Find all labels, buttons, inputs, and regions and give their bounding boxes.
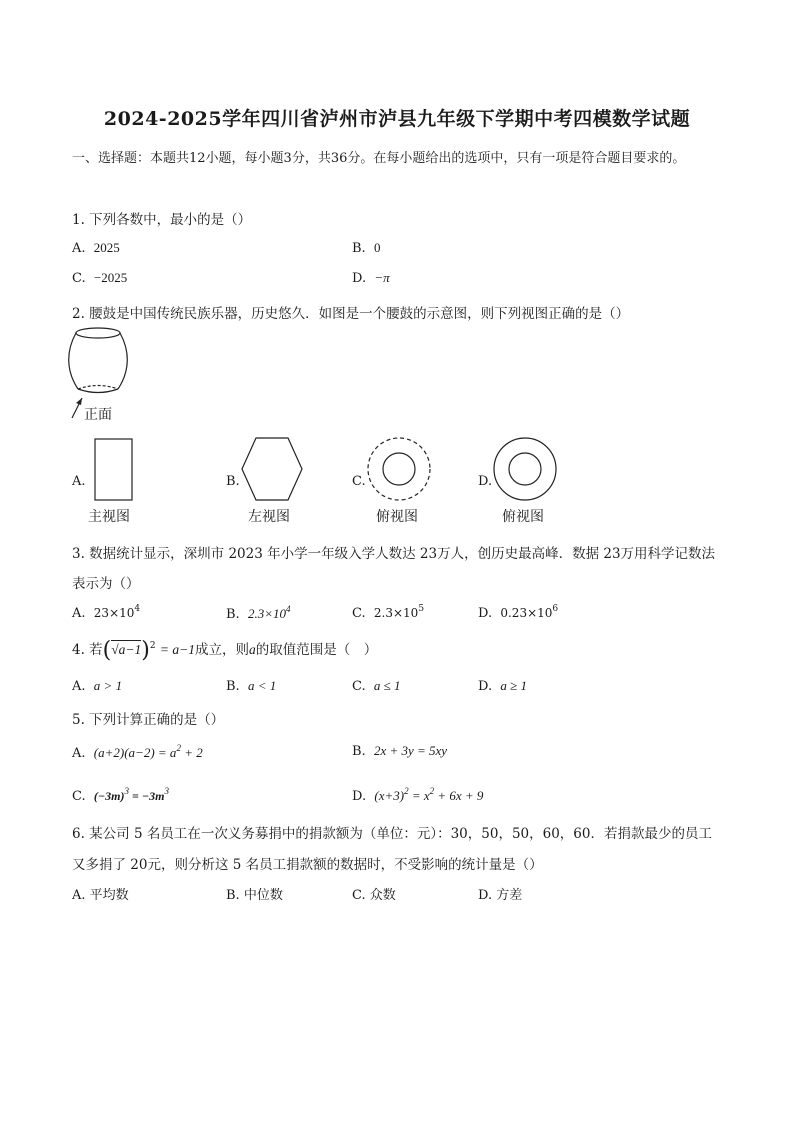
question-1-stem: 1. 下列各数中，最小的是（） [72,212,252,228]
q6-option-c [352,884,396,903]
q2-option-d-label: D. [478,474,493,489]
q4-radical: √a−1 [111,642,142,657]
q4-option-c [352,678,401,694]
question-4-stem: 4. 若$(√a-1)^2 = a-1$成立，则a的取值范围是（ ） [72,638,378,663]
q2-option-c-caption: 俯视图 [376,509,418,525]
option-text: 方差 [496,888,523,903]
page-title: 2024-2025学年四川省泸州市泸县九年级下学期中考四模数学试题 [103,108,691,130]
option-exponent: 3 [124,786,129,796]
option-tail: = −3m [129,789,165,803]
option-label: A. [72,746,86,761]
option-label: B. [226,888,240,903]
section-heading: 一、选择题：本题共12小题，每小题3分，共36分。在每小题给出的选项中，只有一项是符合题目要求的。 [72,151,686,166]
q4-option-a [72,678,122,694]
option-text: −2025 [93,270,128,285]
option-exponent-2: 2 [429,786,435,796]
option-label: C. [352,679,366,694]
q1-option-c [72,270,127,286]
q5-option-a [72,743,203,761]
q1-option-b [352,240,380,256]
option-label: C. [352,888,366,903]
option-label: D. [478,888,493,903]
option-label: C. [352,606,366,621]
option-text: 众数 [369,888,396,903]
option-text: 23×10 [93,606,135,620]
q5-option-c [72,786,169,804]
q4-suffix: 成立，则 [195,642,250,658]
option-text: 2.3×10 [373,606,419,620]
option-text: 中位数 [243,888,283,903]
question-6-stem-line1: 6. 某公司 5 名员工在一次义务募捐中的捐款额为（单位：元）：30，50，50，60，60．若捐款最少的员工 [72,826,712,842]
question-5-stem: 5. 下列计算正确的是（） [72,712,225,728]
question-3-stem-line1: 3. 数据统计显示，深圳市 2023 年小学一年级入学人数达 23万人，创历史最高峰．数据 23万用科学记数法 [72,546,716,562]
q4-option-b [226,678,276,694]
option-label: C. [72,789,86,804]
option-exponent: 4 [134,604,141,614]
q6-option-a [72,884,129,903]
q6-option-b [226,884,283,903]
q5-option-b [352,743,447,759]
q4-var: a [249,642,256,657]
option-label: D. [478,606,493,621]
q3-option-b [226,604,290,622]
option-exponent: 2 [404,786,409,796]
q6-option-d [478,884,522,903]
q2-option-d-caption: 俯视图 [502,509,544,525]
option-text: 0.23×10 [500,606,553,620]
option-text: (x+3) [374,788,405,803]
option-label: C. [72,271,86,286]
option-label: D. [478,679,493,694]
option-exponent: 5 [418,604,425,614]
option-tail-2: + 6x + 9 [434,788,484,803]
question-2-stem: 2. 腰鼓是中国传统民族乐器，历史悠久．如图是一个腰鼓的示意图，则下列视图正确的是（） [72,306,630,322]
q5-option-d [352,786,483,804]
q4-exponent: 2 [149,641,156,651]
option-exponent-2: 3 [164,786,169,796]
option-text: a ≥ 1 [500,678,527,693]
option-text: −π [374,270,390,285]
option-text: a < 1 [247,678,277,693]
option-text: a > 1 [93,678,123,693]
dashed-ring-view [366,436,432,502]
question-3-stem-line2: 表示为（） [72,576,140,592]
option-label: A. [72,241,86,256]
option-label: A. [72,888,86,903]
q2-option-a-label: A. [72,474,86,489]
q4-prefix: 4. 若 [72,642,103,658]
option-label: A. [72,606,86,621]
hexagon-view [240,436,304,502]
question-6-stem-line2: 又多捐了 20元，则分析这 5 名员工捐款额的数据时，不受影响的统计量是（） [72,857,543,873]
q2-option-c-label: C. [352,474,366,489]
option-exponent: 6 [552,604,559,614]
q2-option-b-caption: 左视图 [248,509,290,525]
rectangle-view [94,438,134,502]
option-label: A. [72,679,86,694]
q1-option-d [352,270,390,286]
option-label: B. [226,607,240,622]
option-label: D. [352,271,367,286]
solid-ring-view [492,436,558,502]
option-exponent: 4 [285,604,291,614]
option-label: B. [352,744,366,759]
q2-option-b-label: B. [226,474,240,489]
option-text: 2x + 3y = 5xy [373,743,448,758]
option-text: 2025 [93,240,120,255]
option-text: (a+2)(a−2) = a [93,745,177,760]
q4-suffix2: 的取值范围是（ ） [255,642,378,658]
q3-option-d [478,604,558,621]
option-label: B. [352,241,366,256]
q4-option-d [478,678,527,694]
option-label: D. [352,789,367,804]
q3-option-c [352,604,424,621]
option-text: a ≤ 1 [373,678,401,693]
option-text: 0 [373,240,381,255]
option-label: B. [226,679,240,694]
figure-label-front: 正面 [84,407,112,423]
option-text: 2.3×10 [247,606,286,621]
q4-rhs: = a−1 [159,642,196,657]
option-tail: + 2 [180,745,203,760]
q2-option-a-caption: 主视图 [88,509,130,525]
option-tail: = x [408,788,430,803]
option-text: (−3m) [93,789,125,803]
q3-option-a [72,604,140,621]
q1-option-a [72,240,120,256]
option-exponent: 2 [176,743,181,753]
option-text: 平均数 [89,888,129,903]
